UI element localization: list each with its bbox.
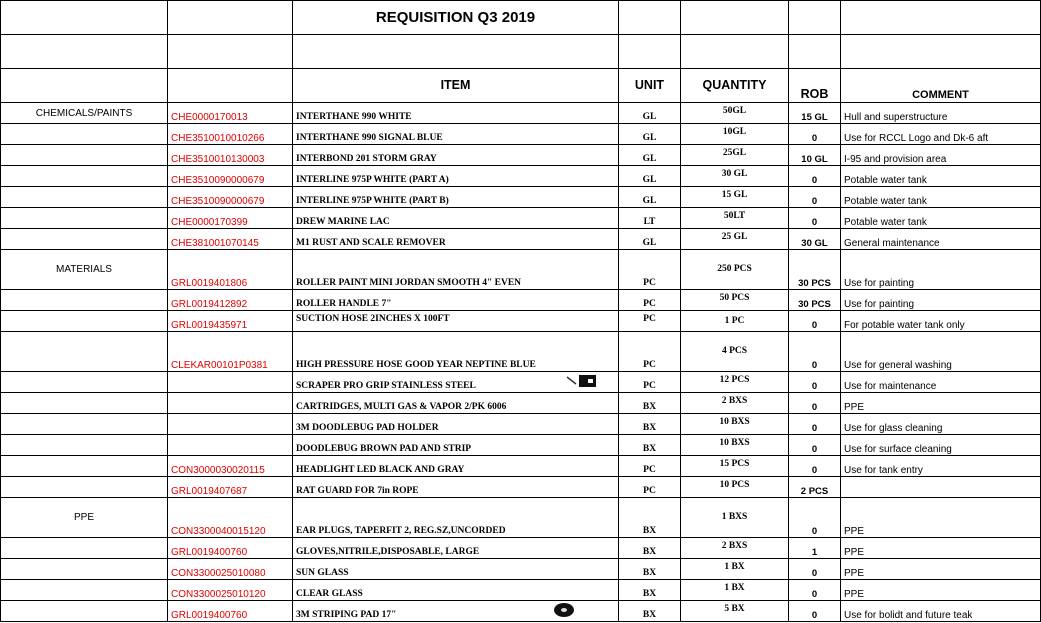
title-row — [1, 1, 1041, 35]
header-quantity: QUANTITY — [681, 69, 789, 103]
table-row — [1, 311, 1041, 332]
table-row — [1, 187, 1041, 208]
item-code — [168, 372, 293, 393]
table-row — [1, 166, 1041, 187]
item-unit: PC — [619, 332, 681, 372]
item-quantity: 12 PCS — [681, 372, 789, 393]
item-rob: 0 — [789, 166, 841, 187]
page-title: REQUISITION Q3 2019 — [293, 1, 619, 35]
item-quantity: 15 GL — [681, 187, 789, 208]
item-quantity: 10 BXS — [681, 435, 789, 456]
item-rob: 0 — [789, 456, 841, 477]
item-rob: 30 GL — [789, 229, 841, 250]
header-row — [1, 69, 1041, 103]
item-rob: 0 — [789, 124, 841, 145]
item-comment: Use for tank entry — [841, 456, 1041, 477]
item-description: HIGH PRESSURE HOSE GOOD YEAR NEPTINE BLUE — [293, 332, 619, 372]
item-comment: Use for maintenance — [841, 372, 1041, 393]
item-unit: BX — [619, 414, 681, 435]
item-rob: 15 GL — [789, 103, 841, 124]
striping-pad-image-icon — [553, 602, 575, 622]
item-quantity: 10GL — [681, 124, 789, 145]
item-description: DOODLEBUG BROWN PAD AND STRIP — [293, 435, 619, 456]
item-description: 3M STRIPING PAD 17" — [296, 610, 397, 620]
item-unit: BX — [619, 538, 681, 559]
item-rob: 30 PCS — [789, 290, 841, 311]
item-description: RAT GUARD FOR 7in ROPE — [293, 477, 619, 498]
item-rob: 0 — [789, 187, 841, 208]
table-row — [1, 208, 1041, 229]
item-comment — [841, 477, 1041, 498]
category-label: PPE — [1, 498, 168, 538]
item-code: CON3300025010080 — [168, 559, 293, 580]
table-row — [1, 250, 1041, 290]
item-quantity: 15 PCS — [681, 456, 789, 477]
item-rob: 30 PCS — [789, 250, 841, 290]
item-description: SUCTION HOSE 2INCHES X 100FT — [293, 311, 619, 332]
item-code — [168, 414, 293, 435]
item-code: CHE3510010130003 — [168, 145, 293, 166]
item-rob: 0 — [789, 580, 841, 601]
table-row — [1, 538, 1041, 559]
table-row — [1, 290, 1041, 311]
item-code: CHE3510090000679 — [168, 187, 293, 208]
item-description: INTERBOND 201 STORM GRAY — [293, 145, 619, 166]
header-rob: ROB — [789, 69, 841, 103]
item-unit: BX — [619, 601, 681, 622]
item-description: INTERLINE 975P WHITE (PART A) — [293, 166, 619, 187]
item-code: CON3000030020115 — [168, 456, 293, 477]
table-row — [1, 414, 1041, 435]
item-unit: GL — [619, 229, 681, 250]
item-unit: PC — [619, 311, 681, 332]
item-comment: Use for bolidt and future teak — [841, 601, 1041, 622]
item-unit: GL — [619, 145, 681, 166]
item-comment: General maintenance — [841, 229, 1041, 250]
item-unit: BX — [619, 393, 681, 414]
item-rob: 0 — [789, 601, 841, 622]
item-quantity: 50LT — [681, 208, 789, 229]
item-quantity: 1 BX — [681, 559, 789, 580]
item-unit: BX — [619, 498, 681, 538]
item-description: CARTRIDGES, MULTI GAS & VAPOR 2/PK 6006 — [293, 393, 619, 414]
item-description: EAR PLUGS, TAPERFIT 2, REG.SZ,UNCORDED — [293, 498, 619, 538]
item-comment: For potable water tank only — [841, 311, 1041, 332]
item-unit: LT — [619, 208, 681, 229]
item-quantity: 1 BXS — [681, 498, 789, 538]
item-rob: 10 GL — [789, 145, 841, 166]
table-row — [1, 456, 1041, 477]
item-description: M1 RUST AND SCALE REMOVER — [293, 229, 619, 250]
item-rob: 0 — [789, 498, 841, 538]
item-code: CHE3510010010266 — [168, 124, 293, 145]
item-code: CHE381001070145 — [168, 229, 293, 250]
item-comment: Potable water tank — [841, 208, 1041, 229]
item-rob: 0 — [789, 208, 841, 229]
item-unit: PC — [619, 250, 681, 290]
item-quantity: 1 PC — [681, 311, 789, 332]
item-comment: Use for painting — [841, 250, 1041, 290]
item-quantity: 25GL — [681, 145, 789, 166]
item-description: DREW MARINE LAC — [293, 208, 619, 229]
table-row — [1, 229, 1041, 250]
item-code: CLEKAR00101P0381 — [168, 332, 293, 372]
table-row — [1, 103, 1041, 124]
item-comment: Hull and superstructure — [841, 103, 1041, 124]
item-quantity: 30 GL — [681, 166, 789, 187]
item-description: SCRAPER PRO GRIP STAINLESS STEEL — [296, 381, 476, 391]
item-description-cell — [293, 372, 619, 393]
item-description: INTERLINE 975P WHITE (PART B) — [293, 187, 619, 208]
item-quantity: 10 BXS — [681, 414, 789, 435]
blank-row — [1, 35, 1041, 69]
item-code: GRL0019412892 — [168, 290, 293, 311]
table-row — [1, 580, 1041, 601]
item-description: GLOVES,NITRILE,DISPOSABLE, LARGE — [293, 538, 619, 559]
table-row — [1, 435, 1041, 456]
item-description: CLEAR GLASS — [293, 580, 619, 601]
item-code: GRL0019401806 — [168, 250, 293, 290]
table-row — [1, 477, 1041, 498]
item-comment: I-95 and provision area — [841, 145, 1041, 166]
item-comment: PPE — [841, 559, 1041, 580]
item-quantity: 50 PCS — [681, 290, 789, 311]
header-comment: COMMENT — [841, 69, 1041, 103]
item-description: HEADLIGHT LED BLACK AND GRAY — [293, 456, 619, 477]
item-comment: PPE — [841, 580, 1041, 601]
item-comment: PPE — [841, 538, 1041, 559]
table-row — [1, 124, 1041, 145]
item-unit: PC — [619, 290, 681, 311]
item-unit: GL — [619, 187, 681, 208]
header-item: ITEM — [293, 69, 619, 103]
item-quantity: 250 PCS — [681, 250, 789, 290]
item-rob: 1 — [789, 538, 841, 559]
item-code: GRL0019407687 — [168, 477, 293, 498]
table-row — [1, 498, 1041, 538]
item-comment: Potable water tank — [841, 187, 1041, 208]
item-comment: Potable water tank — [841, 166, 1041, 187]
table-row — [1, 372, 1041, 393]
item-unit: BX — [619, 435, 681, 456]
item-quantity: 2 BXS — [681, 393, 789, 414]
item-description-cell — [293, 601, 619, 622]
item-comment: Use for painting — [841, 290, 1041, 311]
item-description: ROLLER PAINT MINI JORDAN SMOOTH 4" EVEN — [293, 250, 619, 290]
item-comment: Use for surface cleaning — [841, 435, 1041, 456]
header-unit: UNIT — [619, 69, 681, 103]
item-quantity: 50GL — [681, 103, 789, 124]
item-code: CHE0000170013 — [168, 103, 293, 124]
item-code: GRL0019435971 — [168, 311, 293, 332]
table-row — [1, 145, 1041, 166]
item-rob: 0 — [789, 435, 841, 456]
item-unit: PC — [619, 456, 681, 477]
item-description: SUN GLASS — [293, 559, 619, 580]
item-rob: 0 — [789, 559, 841, 580]
table-row — [1, 601, 1041, 622]
item-description: ROLLER HANDLE 7" — [293, 290, 619, 311]
item-rob: 0 — [789, 332, 841, 372]
item-unit: BX — [619, 559, 681, 580]
item-rob: 0 — [789, 393, 841, 414]
item-comment: Use for glass cleaning — [841, 414, 1041, 435]
table-row — [1, 393, 1041, 414]
item-comment: Use for RCCL Logo and Dk-6 aft — [841, 124, 1041, 145]
category-label: CHEMICALS/PAINTS — [1, 103, 168, 124]
scraper-image-icon — [565, 374, 599, 392]
table-row — [1, 559, 1041, 580]
item-code: CON3300025010120 — [168, 580, 293, 601]
item-code — [168, 435, 293, 456]
item-rob: 2 PCS — [789, 477, 841, 498]
item-code: CHE0000170399 — [168, 208, 293, 229]
item-comment: PPE — [841, 498, 1041, 538]
item-quantity: 4 PCS — [681, 332, 789, 372]
item-description: 3M DOODLEBUG PAD HOLDER — [293, 414, 619, 435]
item-quantity: 5 BX — [681, 601, 789, 622]
item-code: GRL0019400760 — [168, 538, 293, 559]
table-row — [1, 332, 1041, 372]
item-code — [168, 393, 293, 414]
item-rob: 0 — [789, 372, 841, 393]
item-quantity: 1 BX — [681, 580, 789, 601]
item-comment: PPE — [841, 393, 1041, 414]
item-rob: 0 — [789, 414, 841, 435]
item-unit: GL — [619, 166, 681, 187]
item-code: CHE3510090000679 — [168, 166, 293, 187]
item-unit: GL — [619, 103, 681, 124]
item-quantity: 10 PCS — [681, 477, 789, 498]
item-quantity: 2 BXS — [681, 538, 789, 559]
item-unit: BX — [619, 580, 681, 601]
item-code: GRL0019400760 — [168, 601, 293, 622]
item-quantity: 25 GL — [681, 229, 789, 250]
item-comment: Use for general washing — [841, 332, 1041, 372]
item-unit: GL — [619, 124, 681, 145]
item-code: CON3300040015120 — [168, 498, 293, 538]
item-description: INTERTHANE 990 SIGNAL BLUE — [293, 124, 619, 145]
item-description: INTERTHANE 990 WHITE — [293, 103, 619, 124]
item-rob: 0 — [789, 311, 841, 332]
category-label: MATERIALS — [1, 250, 168, 290]
item-unit: PC — [619, 372, 681, 393]
item-unit: PC — [619, 477, 681, 498]
